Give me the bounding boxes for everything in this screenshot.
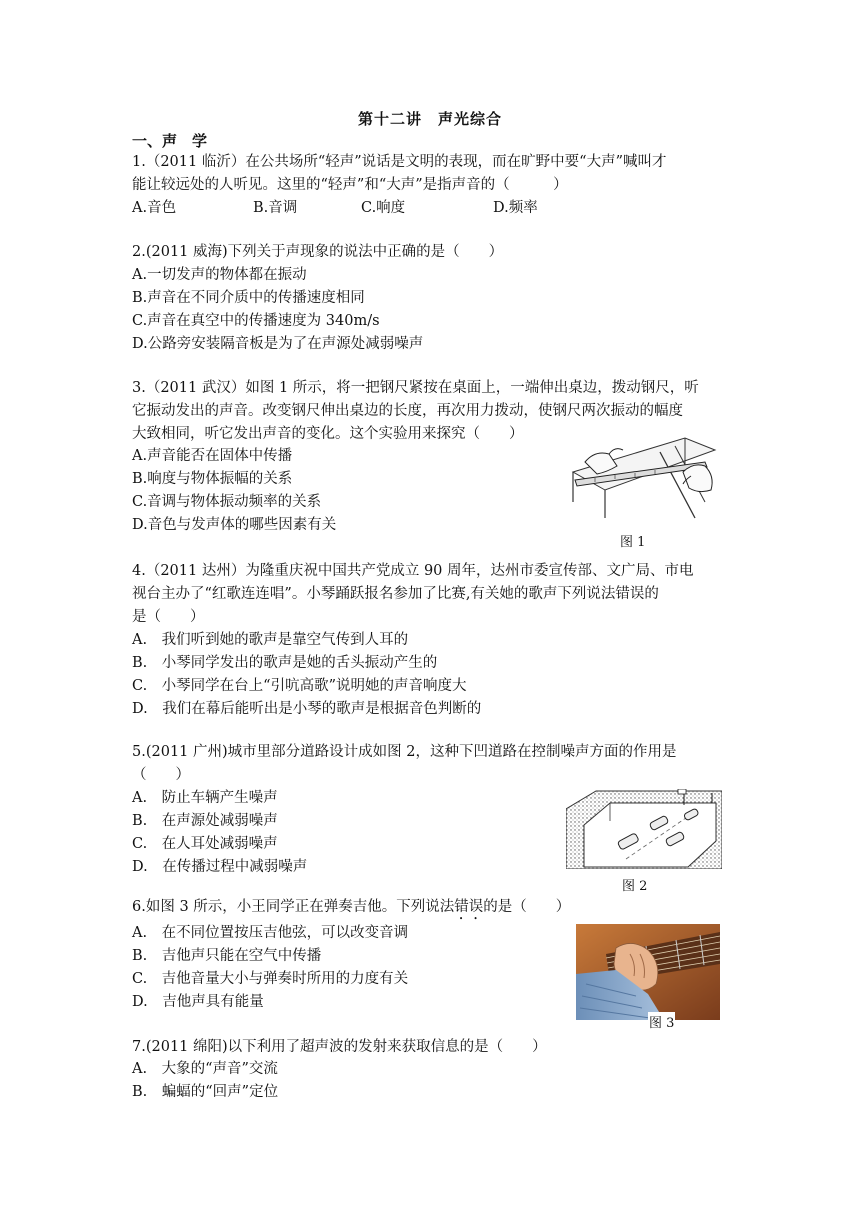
q4-stem-line1: 4.（2011 达州）为隆重庆祝中国共产党成立 90 周年，达州市委宣传部、文广局、市电 [132, 563, 694, 579]
q3-stem-line1: 3.（2011 武汉）如图 1 所示，将一把钢尺紧按在桌面上，一端伸出桌边，拨动钢尺，听 [132, 380, 699, 396]
q6-stem [132, 896, 570, 923]
q5-stem-line2: （ ） [132, 767, 190, 783]
q2-option-b: B.声音在不同介质中的传播速度相同 [132, 290, 365, 306]
q3-stem-line2: 它振动发出的声音。改变钢尺伸出桌边的长度，再次用力拨动，使钢尺两次振动的幅度 [132, 403, 683, 419]
q2-option-c: C.声音在真空中的传播速度为 340m/s [132, 313, 380, 329]
q6-stem-pre: 6.如图 3 所示，小王同学正在弹奏吉他。下列说法 [132, 899, 455, 915]
q1-stem-line1: 1.（2011 临沂）在公共场所“轻声”说话是文明的表现，而在旷野中要“大声”喊叫才 [132, 154, 667, 170]
q3-option-d: D.音色与发声体的哪些因素有关 [132, 517, 337, 533]
q3-option-a: A.声音能否在固体中传播 [132, 448, 293, 464]
q5-option-b: B. 在声源处减弱噪声 [132, 813, 278, 829]
q1-option-b: B.音调 [253, 200, 298, 216]
q4-option-a: A. 我们听到她的歌声是靠空气传到人耳的 [132, 632, 409, 648]
q1-options [132, 197, 538, 219]
q5-option-c: C. 在人耳处减弱噪声 [132, 836, 278, 852]
q7-option-b: B. 蝙蝠的“回声”定位 [132, 1084, 279, 1100]
figure-2-caption: 图 2 [622, 879, 648, 894]
q4-option-d: D. 我们在幕后能听出是小琴的歌声是根据音色判断的 [132, 701, 482, 717]
figure-2-sunken-road-illustration [566, 789, 722, 869]
q5-option-a: A. 防止车辆产生噪声 [132, 790, 278, 806]
q6-stem-post: 的是（ ） [483, 899, 571, 915]
q6-option-d: D. 吉他声具有能量 [132, 994, 264, 1010]
q1-option-c: C.响度 [361, 200, 406, 216]
figure-3-caption: 图 3 [648, 1012, 675, 1031]
q4-stem-line2: 视台主办了“红歌连连唱”。小琴踊跃报名参加了比赛,有关她的歌声下列说法错误的 [132, 586, 659, 602]
q6-option-c: C. 吉他音量大小与弹奏时所用的力度有关 [132, 971, 409, 987]
section-heading: 一、声 学 [132, 132, 208, 150]
q7-option-a: A. 大象的“声音”交流 [132, 1061, 278, 1077]
page-title: 第十二讲 声光综合 [357, 110, 502, 128]
figure-1-ruler-illustration [565, 432, 717, 520]
q2-option-a: A.一切发声的物体都在振动 [132, 267, 307, 283]
q7-stem: 7.(2011 绵阳)以下利用了超声波的发射来获取信息的是（ ） [132, 1039, 547, 1055]
q4-stem-line3: 是（ ） [132, 609, 205, 625]
q6-option-b: B. 吉他声只能在空气中传播 [132, 948, 322, 964]
q3-stem-line3: 大致相同，听它发出声音的变化。这个实验用来探究（ ） [132, 426, 524, 442]
q4-option-c: C. 小琴同学在台上“引吭高歌”说明她的声音响度大 [132, 678, 467, 694]
q5-option-d: D. 在传播过程中减弱噪声 [132, 859, 308, 875]
q1-stem-line2: 能让较远处的人听见。这里的“轻声”和“大声”是指声音的（ ） [132, 177, 568, 193]
q1-option-d: D.频率 [493, 200, 538, 216]
q3-option-b: B.响度与物体振幅的关系 [132, 471, 293, 487]
q1-option-a: A.音色 [132, 200, 177, 216]
q2-option-d: D.公路旁安装隔音板是为了在声源处减弱噪声 [132, 336, 424, 352]
q4-option-b: B. 小琴同学发出的歌声是她的舌头振动产生的 [132, 655, 438, 671]
figure-1-caption: 图 1 [620, 535, 646, 550]
figure-3-guitar-photo [576, 924, 720, 1020]
q2-stem: 2.(2011 威海)下列关于声现象的说法中正确的是（ ） [132, 244, 504, 260]
q6-stem-emphasis: 错误 [454, 899, 484, 915]
q3-option-c: C.音调与物体振动频率的关系 [132, 494, 322, 510]
q6-option-a: A. 在不同位置按压吉他弦，可以改变音调 [132, 925, 409, 941]
q5-stem-line1: 5.(2011 广州)城市里部分道路设计成如图 2，这种下凹道路在控制噪声方面的作用是 [132, 744, 677, 760]
